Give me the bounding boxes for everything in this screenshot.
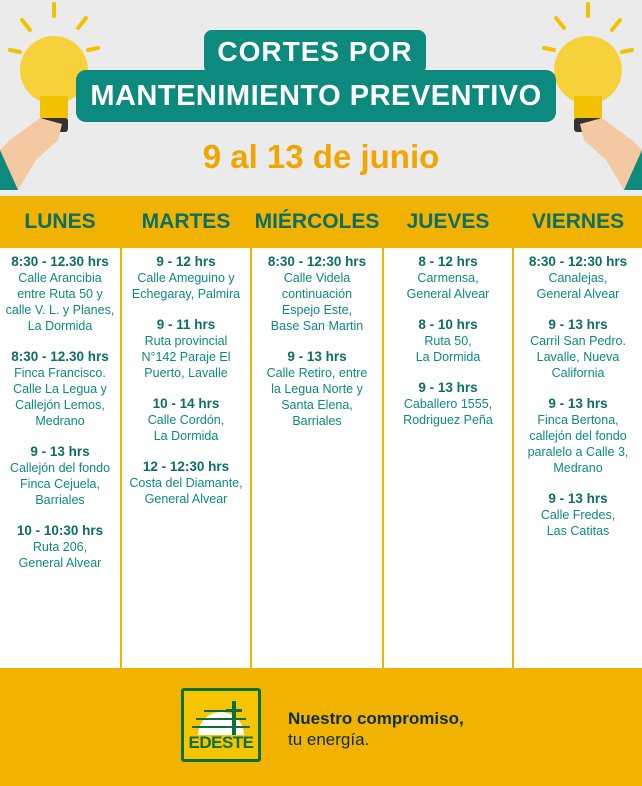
- entry-place-line: Callejón del fondo: [9, 461, 111, 475]
- entry-place-line: Calle Ameguino y: [137, 271, 235, 285]
- schedule-entry: [514, 396, 642, 476]
- entry-place-line: Puerto, Lavalle: [144, 366, 228, 380]
- entry-time: 8:30 - 12.30 hrs: [11, 254, 109, 269]
- entry-time: 8:30 - 12:30 hrs: [528, 254, 628, 269]
- column-divider: [382, 196, 384, 668]
- edeste-logo: [181, 688, 261, 762]
- entry-place-line: la Legua Norte y: [271, 382, 363, 396]
- day-header-jueves: JUEVES: [406, 210, 490, 233]
- schedule-entry: [384, 254, 512, 302]
- entry-place-line: entre Ruta 50 y: [17, 287, 103, 301]
- entry-place-line: Finca Francisco.: [14, 366, 106, 380]
- slogan-line-2: tu energía.: [288, 730, 370, 749]
- entry-place-line: calle V. L. y Planes,: [5, 303, 115, 317]
- entry-time: 8:30 - 12:30 hrs: [267, 254, 367, 269]
- schedule-entry: [122, 459, 250, 507]
- entry-place-line: La Dormida: [415, 350, 481, 364]
- schedule-entry: [514, 491, 642, 539]
- entry-place-line: General Alvear: [144, 492, 228, 506]
- entry-place-line: Finca Bertona,: [537, 413, 619, 427]
- day-column-miercoles: [252, 254, 382, 444]
- entry-time: 9 - 12 hrs: [156, 254, 216, 269]
- schedule-grid: [0, 248, 642, 668]
- entry-time: 9 - 13 hrs: [548, 317, 608, 332]
- entry-place-line: Calle Cordón,: [147, 413, 225, 427]
- entry-place-line: Echegaray, Palmira: [131, 287, 241, 301]
- day-column-lunes: [0, 254, 120, 586]
- title-line-1: CORTES POR: [204, 30, 426, 74]
- schedule-entry: [252, 254, 382, 334]
- day-column-martes: [122, 254, 250, 522]
- day-header-viernes: VIERNES: [531, 210, 625, 233]
- entry-time: 8:30 - 12.30 hrs: [11, 349, 109, 364]
- entry-time: 9 - 13 hrs: [30, 444, 90, 459]
- day-header-lunes: LUNES: [24, 210, 96, 233]
- entry-place-line: Costa del Diamante,: [129, 476, 243, 490]
- entry-place-line: Carril San Pedro.: [530, 334, 626, 348]
- entry-place-line: General Alvear: [536, 287, 620, 301]
- slogan: [288, 708, 464, 750]
- entry-place-line: Medrano: [35, 414, 85, 428]
- day-header-martes: MARTES: [141, 210, 231, 233]
- entry-time: 10 - 14 hrs: [152, 396, 220, 411]
- entry-place-line: Calle Retiro, entre: [266, 366, 368, 380]
- entry-place-line: Ruta provincial: [144, 334, 228, 348]
- entry-place-line: Lavalle, Nueva: [536, 350, 620, 364]
- entry-place-line: General Alvear: [18, 556, 102, 570]
- entry-place-line: Carmensa,: [417, 271, 479, 285]
- entry-time: 8 - 10 hrs: [418, 317, 478, 332]
- schedule-entry: [0, 444, 120, 508]
- entry-place-line: Base San Martin: [270, 319, 364, 333]
- entry-place-line: Espejo Este,: [281, 303, 353, 317]
- entry-place-line: Canalejas,: [548, 271, 608, 285]
- schedule-entry: [514, 317, 642, 381]
- column-divider: [120, 196, 122, 668]
- entry-place-line: Caballero 1555,: [403, 397, 493, 411]
- schedule-entry: [0, 523, 120, 571]
- schedule-entry: [0, 349, 120, 429]
- schedule-entry: [0, 254, 120, 334]
- day-header-miercoles: MIÉRCOLES: [254, 210, 380, 233]
- schedule-entry: [122, 396, 250, 444]
- schedule-entry: [122, 317, 250, 381]
- entry-place-line: Ruta 50,: [424, 334, 472, 348]
- slogan-line-1: Nuestro compromiso,: [288, 709, 464, 728]
- entry-place-line: Las Catitas: [546, 524, 610, 538]
- entry-place-line: Barriales: [35, 493, 85, 507]
- entry-place-line: Santa Elena,: [281, 398, 353, 412]
- entry-place-line: La Dormida: [27, 319, 93, 333]
- entry-place-line: Rodriguez Peña: [403, 413, 493, 427]
- entry-time: 9 - 11 hrs: [156, 317, 216, 332]
- entry-place-line: callejón del fondo: [529, 429, 627, 443]
- column-divider: [250, 196, 252, 668]
- entry-place-line: La Dormida: [153, 429, 219, 443]
- entry-place-line: Calle Videla: [283, 271, 351, 285]
- day-header-bar: [0, 196, 642, 248]
- title-line-2: MANTENIMIENTO PREVENTIVO: [76, 70, 556, 122]
- entry-place-line: Calle Arancibia: [18, 271, 102, 285]
- schedule-entry: [514, 254, 642, 302]
- entry-place-line: Ruta 206,: [32, 540, 88, 554]
- entry-place-line: Medrano: [553, 461, 603, 475]
- entry-time: 12 - 12:30 hrs: [142, 459, 230, 474]
- entry-time: 9 - 13 hrs: [548, 491, 608, 506]
- schedule-entry: [252, 349, 382, 429]
- schedule-entry: [384, 380, 512, 428]
- entry-place-line: continuación: [281, 287, 353, 301]
- entry-place-line: Calle La Legua y: [13, 382, 107, 396]
- schedule-entry: [384, 317, 512, 365]
- entry-time: 9 - 13 hrs: [287, 349, 347, 364]
- entry-time: 9 - 13 hrs: [548, 396, 608, 411]
- entry-time: 10 - 10:30 hrs: [16, 523, 104, 538]
- day-column-jueves: [384, 254, 512, 443]
- entry-place-line: Calle Fredes,: [540, 508, 616, 522]
- column-divider: [512, 196, 514, 668]
- entry-place-line: Barriales: [292, 414, 342, 428]
- day-column-viernes: [514, 254, 642, 554]
- entry-place-line: California: [551, 366, 605, 380]
- entry-place-line: Finca Cejuela,: [20, 477, 100, 491]
- entry-time: 8 - 12 hrs: [418, 254, 478, 269]
- schedule-entry: [122, 254, 250, 302]
- entry-place-line: General Alvear: [406, 287, 490, 301]
- date-range: 9 al 13 de junio: [202, 138, 440, 175]
- entry-place-line: Callejón Lemos,: [15, 398, 105, 412]
- entry-place-line: N°142 Paraje El: [141, 350, 231, 364]
- logo-text: EDESTE: [188, 733, 254, 752]
- entry-place-line: paralelo a Calle 3,: [527, 445, 629, 459]
- entry-time: 9 - 13 hrs: [418, 380, 478, 395]
- footer-bar: [0, 668, 642, 786]
